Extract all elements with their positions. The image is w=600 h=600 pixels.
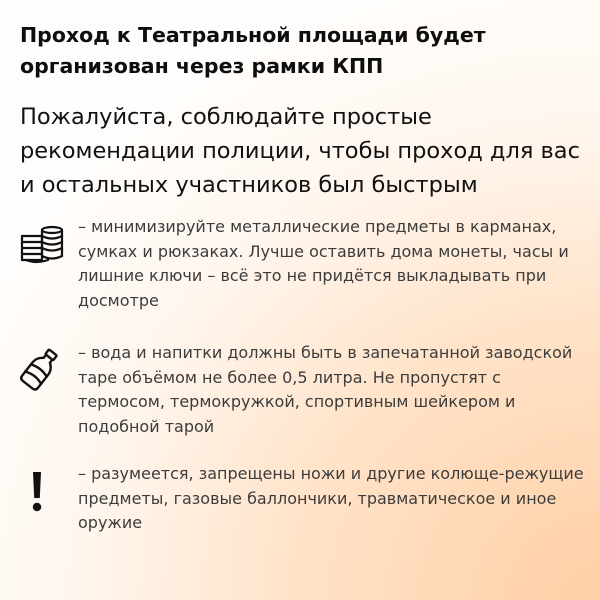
recommendation-text: – вода и напитки должны быть в запечатанной заводской таре объёмом не более 0,5 литра. Не пропустят с термосом, термокружкой, спортивным шейкером и подобной тарой	[78, 343, 573, 436]
bottle-icon	[20, 347, 60, 395]
recommendation-text: – разумеется, запрещены ножи и другие колюще-режущие предметы, газовые баллончики, травматическое и иное оружие	[78, 464, 584, 532]
recommendation-text: – минимизируйте металлические предметы в карманах, сумках и рюкзаках. Лучше оставить дома монеты, часы и лишние ключи – всё это не придётся выкладывать при досмотре	[78, 217, 569, 310]
lede: Пожалуйста, соблюдайте простые рекомендации полиции, чтобы проход для вас и остальных участников был быстрым	[20, 104, 580, 198]
headline: Проход к Театральной площади будет организован через рамки КПП	[20, 23, 486, 78]
exclamation-icon	[20, 470, 54, 518]
coins-stack-icon	[20, 225, 64, 269]
